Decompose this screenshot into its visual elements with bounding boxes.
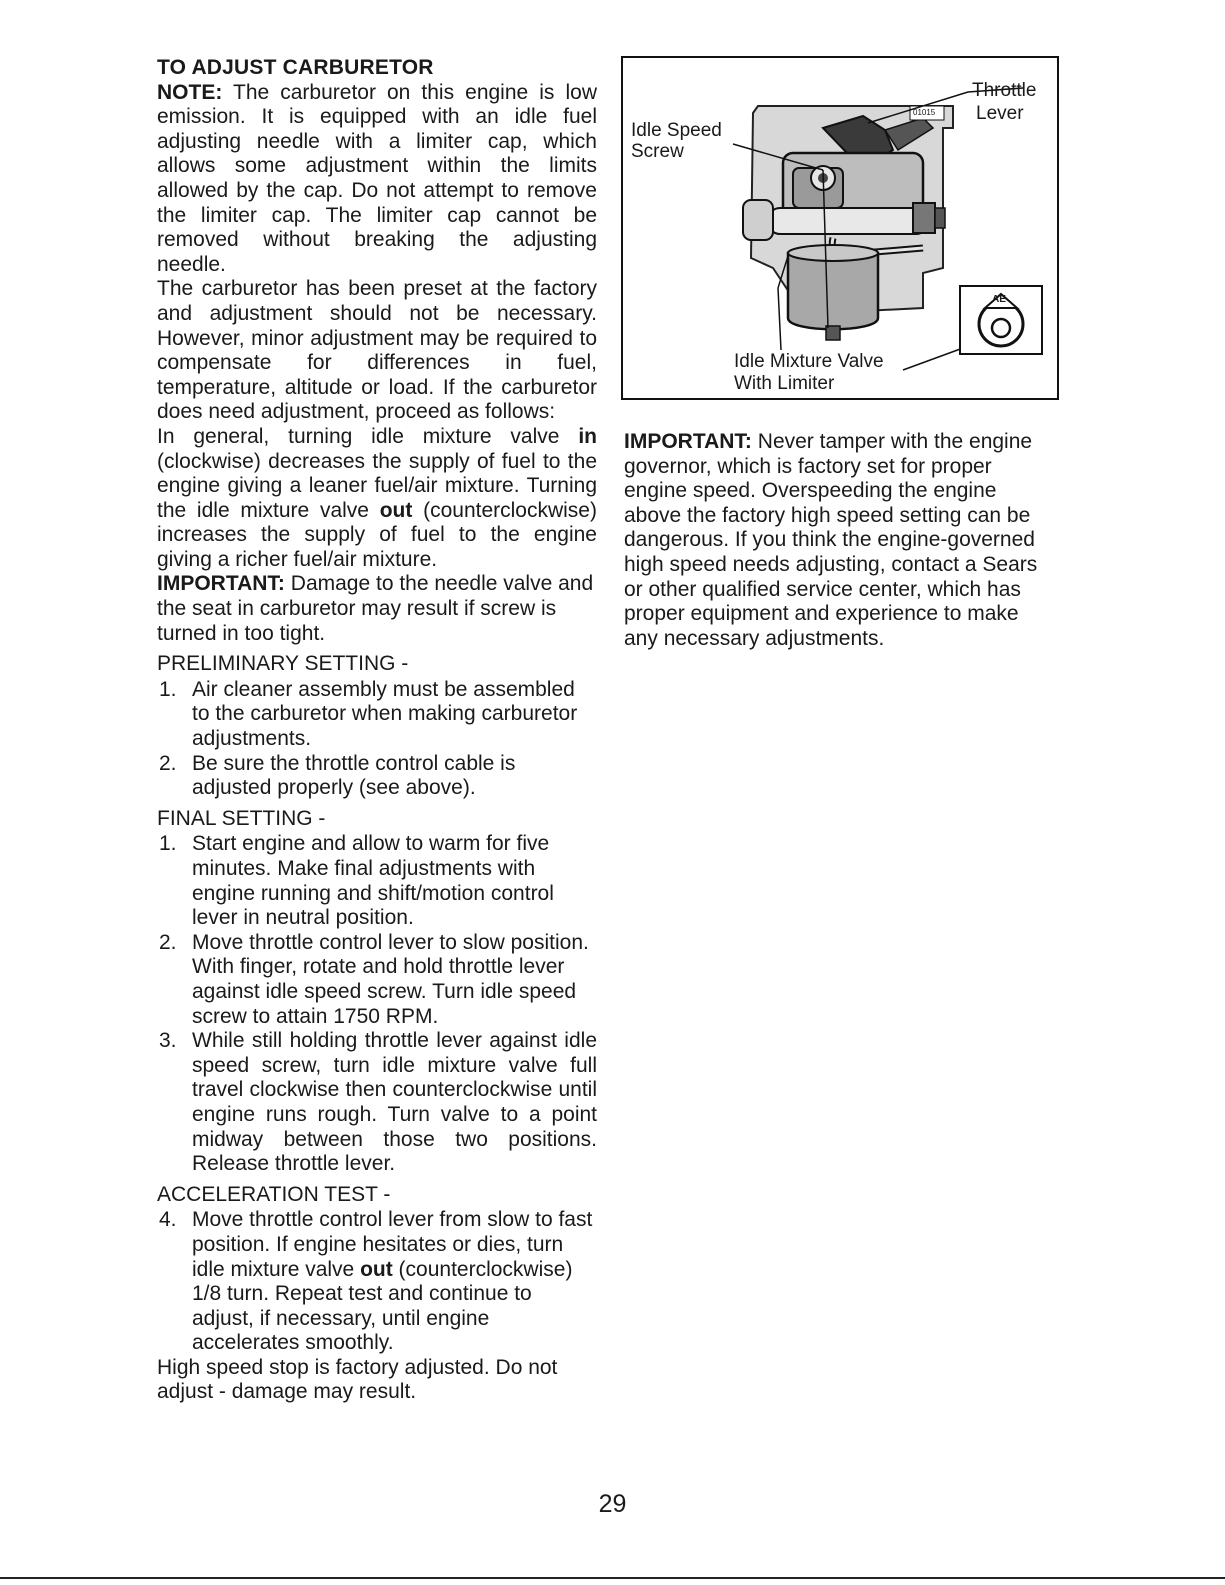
- important-left-label: IMPORTANT:: [157, 572, 285, 596]
- important-right-label: IMPORTANT:: [624, 430, 752, 453]
- step-text: Air cleaner assembly must be assembled to the carburetor when making carburetor adjustments.: [192, 677, 578, 751]
- important-right-paragraph: [624, 430, 1044, 651]
- with-limiter-label: With Limiter: [734, 373, 835, 394]
- step-text-b: (counterclockwise) 1/8 turn. Repeat test and continue to adjust, if necessary, until engine accelerates smoothly.: [192, 1257, 573, 1355]
- lever-label: Lever: [976, 103, 1024, 124]
- general-text-c: (counterclockwise) increases the supply of fuel to the engine giving a richer fuel/air mixture.: [157, 498, 597, 571]
- list-item: [157, 1029, 597, 1177]
- important-left-paragraph: [157, 572, 597, 646]
- note-label: NOTE:: [157, 80, 223, 104]
- general-text-b: (clockwise) decreases the supply of fuel to the engine giving a leaner fuel/air mixture. Turning the idle mixture valve: [157, 449, 597, 522]
- note-text: The carburetor on this engine is low emission. It is equipped with an idle fuel adjusting needle with a limiter cap, which allows some adjustment within the limits allowed by the cap. Do not attempt to remove the limiter cap. The limiter cap cannot be removed without breaking the adjusting needle.: [157, 80, 597, 276]
- preliminary-list: [157, 678, 597, 801]
- page-number: 29: [598, 1490, 627, 1518]
- important-left-text: Damage to the needle valve and the seat in carburetor may result if screw is turned in too tight.: [157, 572, 594, 645]
- list-item: [157, 678, 597, 752]
- throttle-label: Throttle: [972, 80, 1037, 101]
- step-text: Be sure the throttle control cable is adjusted properly (see above).: [192, 751, 516, 800]
- preset-paragraph: The carburetor has been preset at the factory and adjustment should not be necessary. However, minor adjustment may be required to compensate for differences in fuel, temperature, altitude or load. If the carburetor does need adjustment, proceed as follows:: [157, 277, 597, 424]
- section-heading: TO ADJUST CARBURETOR: [157, 56, 434, 79]
- left-column: [157, 56, 597, 1405]
- ae-badge-icon: AE: [992, 294, 1006, 305]
- acceleration-out-word: out: [360, 1257, 393, 1281]
- acceleration-title: ACCELERATION TEST -: [157, 1182, 391, 1206]
- general-text-a: In general, turning idle mixture valve: [157, 424, 579, 448]
- idle-speed-label: Idle Speed: [631, 120, 722, 141]
- step-number: 2.: [159, 751, 177, 775]
- step-text-a: Move throttle control lever from slow to fast position. If engine hesitates or dies, turn idle mixture valve: [192, 1208, 593, 1281]
- acceleration-list: [157, 1208, 597, 1356]
- note-paragraph: [157, 81, 597, 278]
- step-number: 2.: [159, 930, 177, 954]
- bottom-rule: [0, 1577, 1225, 1579]
- screw-label: Screw: [631, 141, 684, 162]
- list-item: [157, 832, 597, 930]
- right-column: [624, 430, 1044, 651]
- important-right-text: Never tamper with the engine governor, which is factory set for proper engine speed. Overspeeding the engine above the factory high speed setting can be dangerous. If you think the engine-governed high speed needs adjusting, contact a Sears or other qualified service center, which has proper equipment and experience to make any necessary adjustments.: [624, 430, 1038, 650]
- step-number: 1.: [159, 677, 177, 701]
- list-item: [157, 931, 597, 1029]
- step-number: 1.: [159, 832, 177, 856]
- step-number: 3.: [159, 1029, 177, 1053]
- list-item: [157, 1208, 597, 1356]
- carburetor-figure: [621, 56, 1059, 400]
- general-paragraph: [157, 425, 597, 573]
- step-number: 4.: [159, 1208, 177, 1232]
- preliminary-title: PRELIMINARY SETTING -: [157, 652, 409, 676]
- step-text: Start engine and allow to warm for five minutes. Make final adjustments with engine running and shift/motion control lever in neutral position.: [192, 832, 554, 930]
- final-setting-title: FINAL SETTING -: [157, 806, 326, 830]
- general-in-word: in: [578, 424, 597, 448]
- high-speed-paragraph: High speed stop is factory adjusted. Do not adjust - damage may result.: [157, 1355, 558, 1404]
- final-setting-list: [157, 832, 597, 1176]
- step-text: Move throttle control lever to slow position. With finger, rotate and hold throttle lever against idle speed screw. Turn idle speed screw to attain 1750 RPM.: [192, 930, 589, 1028]
- step-text: While still holding throttle lever against idle speed screw, turn idle mixture valve full travel clockwise then counterclockwise until engine runs rough. Turn valve to a point midway between those two positions. Release throttle lever.: [192, 1029, 597, 1176]
- general-out-word: out: [379, 498, 413, 522]
- list-item: [157, 752, 597, 801]
- figure-code: 01015: [913, 108, 936, 117]
- idle-mixture-label: Idle Mixture Valve: [734, 351, 884, 372]
